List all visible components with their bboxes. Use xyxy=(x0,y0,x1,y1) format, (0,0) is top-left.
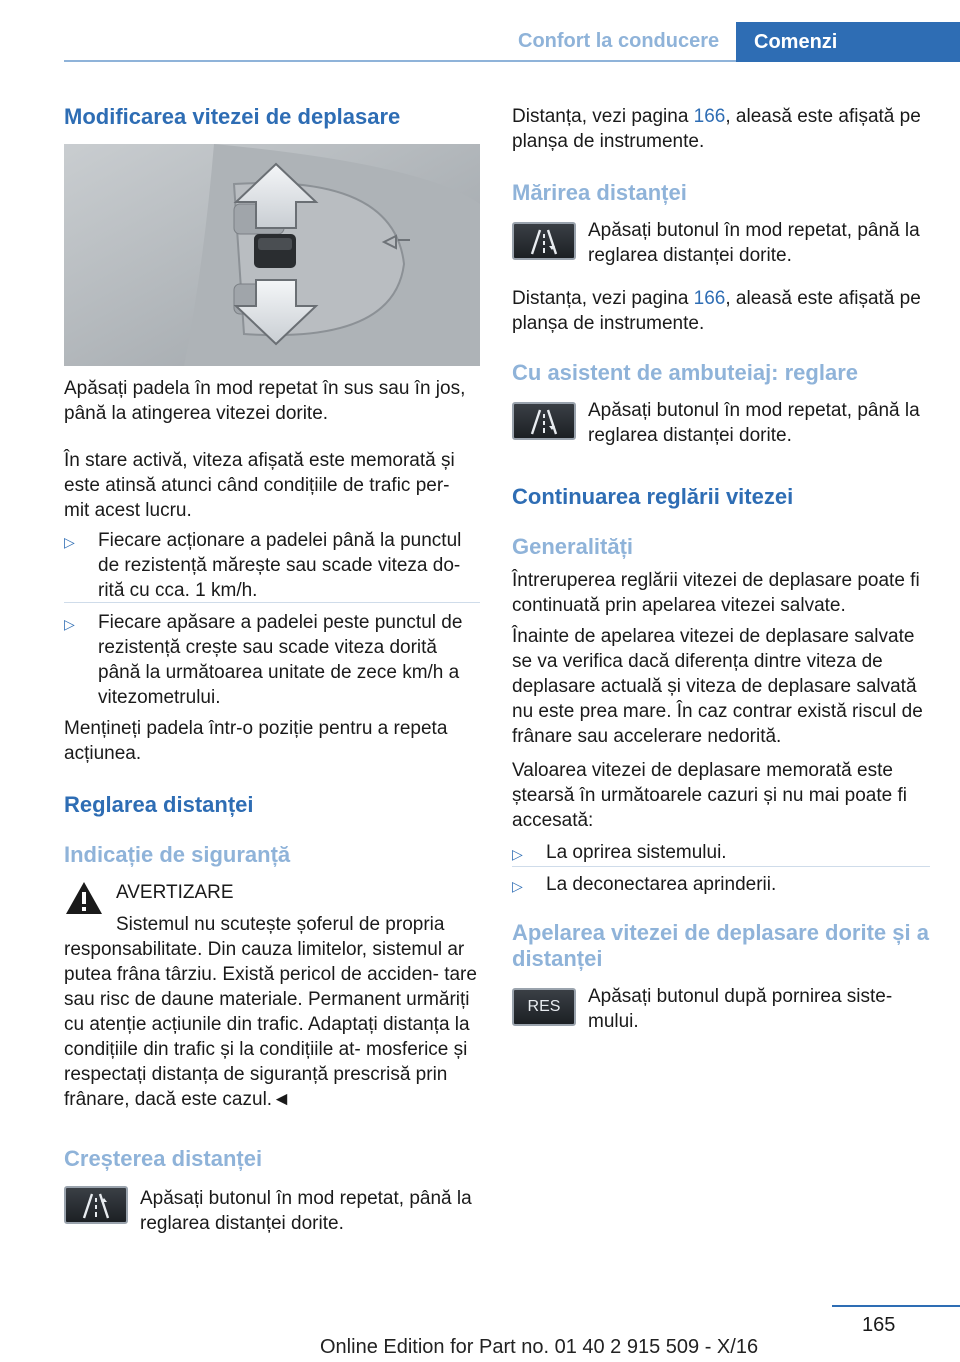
list-item-text: La deconectarea aprinderii. xyxy=(546,874,777,895)
heading-increase-distance: Creșterea distanței xyxy=(64,1146,263,1171)
res-button-icon xyxy=(512,988,576,1026)
distance-ref-text: , aleasă este afișată pe planșa de instrumente. xyxy=(512,106,921,152)
paragraph-interrupt: Întreruperea reglării vitezei de deplasare poate fi continuată prin apelarea vitezei salvate. xyxy=(512,570,920,616)
list-item xyxy=(512,872,930,898)
warning-title: AVERTIZARE xyxy=(116,882,234,903)
distance-road-icon xyxy=(514,404,574,438)
res-button-label: RES xyxy=(527,998,561,1015)
warning-text-first-line: Sistemul nu scutește șoferul de propria xyxy=(116,914,445,935)
distance-ref-text: Distanța, vezi pagina xyxy=(512,106,694,127)
paragraph-recall: Apăsați butonul după pornirea siste‐ mului. xyxy=(588,986,893,1032)
distance-ref-text: Distanța, vezi pagina xyxy=(512,288,694,309)
page-header xyxy=(0,0,960,64)
steering-wheel-paddle-photo xyxy=(64,144,480,366)
paragraph-raise-distance: Apăsați butonul în mod repetat, până la reglarea distanței dorite. xyxy=(588,220,920,266)
paragraph-increase-distance: Apăsați butonul în mod repetat, până la reglarea distanței dorite. xyxy=(140,1188,472,1234)
distance-button-icon xyxy=(512,222,576,260)
header-chapter-tab[interactable]: Comenzi xyxy=(736,22,960,62)
paragraph-hold-paddle: Mențineți padela într-o poziție pentru a repeta acțiunea. xyxy=(64,718,448,764)
bullet-triangle-icon: ▷ xyxy=(512,846,523,862)
heading-raise-distance: Mărirea distanței xyxy=(512,180,687,205)
list-item-text: La oprirea sistemului. xyxy=(546,842,727,863)
paragraph-distance-ref-2 xyxy=(512,286,930,336)
list-divider xyxy=(512,866,930,867)
steering-wheel-illustration xyxy=(64,144,480,366)
list-item xyxy=(64,610,480,710)
bullet-triangle-icon: ▷ xyxy=(512,878,523,894)
distance-road-icon xyxy=(66,1188,126,1222)
footer-edition: Online Edition for Part no. 01 40 2 915 509 - X/16 xyxy=(320,1336,759,1358)
distance-ref-text: , aleasă este afișată pe planșa de instrumente. xyxy=(512,288,921,334)
page-number: 165 xyxy=(862,1314,896,1336)
heading-safety-note: Indicație de siguranță xyxy=(64,842,291,867)
distance-button-icon xyxy=(512,402,576,440)
heading-general: Generalități xyxy=(512,534,634,559)
list-item-text: Fiecare apăsare a padelei peste punctul de rezistență crește sau scade viteza dorită până la următoarea unitate de zece km/h a vitezometrului. xyxy=(98,612,463,708)
paragraph-distance-ref xyxy=(512,104,930,154)
warning-triangle-icon xyxy=(64,880,104,916)
heading-recall-speed-distance: Apelarea vitezei de deplasare dorite și a distanței xyxy=(512,920,929,971)
bullet-triangle-icon: ▷ xyxy=(64,616,75,632)
paragraph-traffic-jam: Apăsați butonul în mod repetat, până la reglarea distanței dorite. xyxy=(588,400,920,446)
list-item xyxy=(512,840,930,866)
page-link-166[interactable]: 166 xyxy=(693,288,726,309)
paragraph-press-paddle: Apăsați padela în mod repetat în sus sau în jos, până la atingerea vitezei dorite. xyxy=(64,378,466,424)
list-item-text: Fiecare acționare a padelei până la punctul de rezistență mărește sau scade viteza do‐ rită cu cca. 1 km/h. xyxy=(98,530,462,601)
distance-road-icon xyxy=(514,224,574,258)
header-section-title[interactable]: Confort la conducere xyxy=(518,30,720,52)
list-item xyxy=(64,528,480,604)
warning-text: responsabilitate. Din cauza limitelor, sistemul ar putea frâna târziu. Există pericol de acciden‐ tare sau risc de daune materiale. Permanent urmăriți cu atenție acțiunile din trafic. Adaptați distanța la condițiile din trafic și la condițiile at‐ mosferice și respectați distanța de siguranță prescrisă prin frânare, dacă este cazul.◄ xyxy=(64,939,477,1110)
heading-distance-setting: Reglarea distanței xyxy=(64,792,254,817)
distance-button-icon xyxy=(64,1186,128,1224)
footer-rule xyxy=(832,1305,960,1307)
paragraph-speed-deleted: Valoarea vitezei de deplasare memorată este ștearsă în următoarele cazuri și nu mai poate fi accesată: xyxy=(512,760,907,831)
heading-modify-speed: Modificarea vitezei de deplasare xyxy=(64,104,401,129)
paragraph-before-recall: Înainte de apelarea vitezei de deplasare salvate se va verifica dacă diferența dintre viteza de deplasare actuală și viteza de deplasare salvată nu este prea mare. În caz contrar există riscul de frânare sau accelerare nedorită. xyxy=(512,626,923,747)
heading-traffic-jam-assistant: Cu asistent de ambuteiaj: reglare xyxy=(512,360,858,385)
bullet-triangle-icon: ▷ xyxy=(64,534,75,550)
heading-continue-speed-control: Continuarea reglării vitezei xyxy=(512,484,794,509)
list-divider xyxy=(64,602,480,603)
page-link-166[interactable]: 166 xyxy=(693,106,726,127)
paragraph-active-state: În stare activă, viteza afișată este memorată și este atinsă atunci când condițiile de trafic per‐ mit acest lucru. xyxy=(64,450,455,521)
